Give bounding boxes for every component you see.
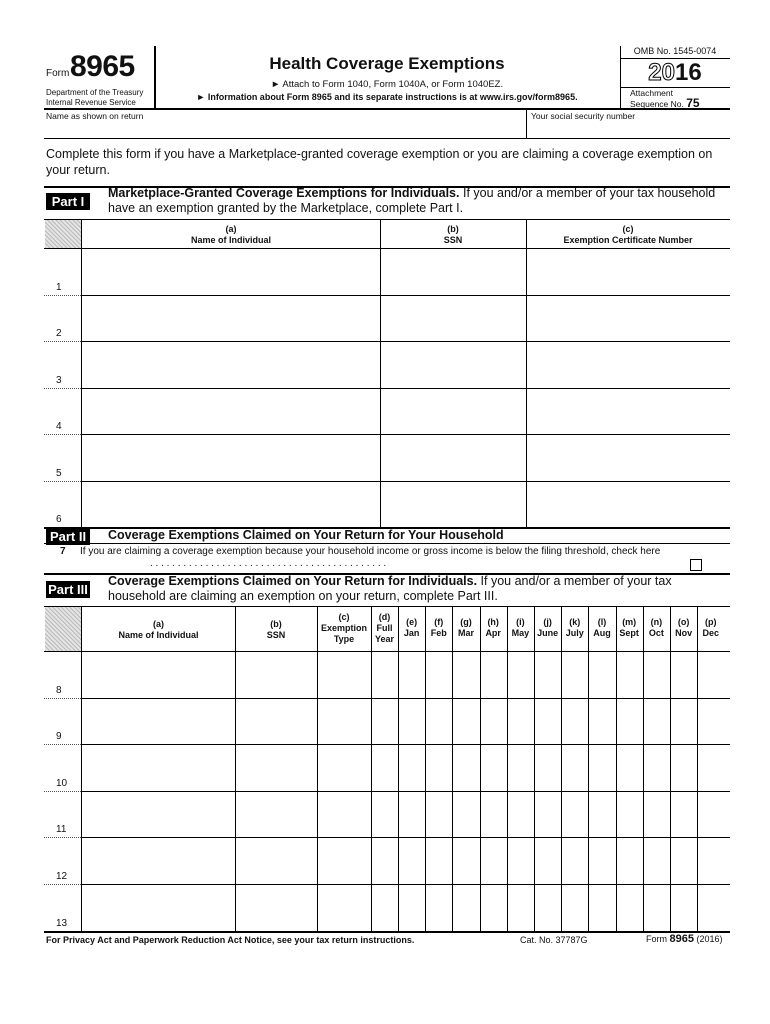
intro-text: Complete this form if you have a Marketplace-granted coverage exemption or you are claiming a coverage exemption on your return. (46, 147, 713, 177)
tax-year-prefix: 20 (648, 59, 675, 86)
part3-month-cell[interactable] (562, 792, 587, 837)
part3-month-cell[interactable] (617, 652, 642, 697)
part1-row-number: 1 (56, 281, 62, 293)
tax-year-suffix: 16 (675, 59, 702, 86)
part3-month-cell[interactable] (426, 745, 451, 790)
part3-month-cell[interactable] (671, 652, 696, 697)
part3-month-cell[interactable] (426, 699, 451, 744)
part2-title: Coverage Exemptions Claimed on Your Return for Your Household (108, 528, 504, 542)
part3-month-cell[interactable] (617, 838, 642, 883)
part1-title-rest: If you and/or a member of your tax household have an exemption granted by the Marketplace, complete Part I. (108, 186, 716, 215)
part3-name-cell[interactable] (82, 792, 235, 837)
part1-col-c-name: Exemption Certificate Number (563, 235, 693, 245)
part3-month-cell[interactable] (644, 885, 669, 930)
part1-ecn-cell[interactable] (527, 435, 730, 480)
month-letter: (p) (705, 617, 717, 627)
part3-type-cell[interactable] (318, 885, 371, 930)
month-header (588, 617, 615, 639)
month-letter: (n) (650, 617, 663, 627)
info-instruction: ► Information about Form 8965 and its separate instructions is at www.irs.gov/form8965. (196, 92, 578, 102)
part3-month-cell[interactable] (508, 699, 533, 744)
month-name: Feb (430, 628, 447, 638)
part3-month-cell[interactable] (453, 838, 478, 883)
part3-type-cell[interactable] (318, 745, 371, 790)
name-label: Name as shown on return (46, 111, 144, 121)
part3-month-cell[interactable] (535, 792, 560, 837)
part3-type-cell[interactable] (318, 652, 371, 697)
part3-col-b-header (235, 619, 317, 641)
month-letter: (j) (543, 617, 552, 627)
part3-month-cell[interactable] (453, 792, 478, 837)
part3-month-cell[interactable] (671, 838, 696, 883)
attachment-label: Attachment (630, 88, 673, 98)
part3-month-cell[interactable] (453, 885, 478, 930)
part3-month-cell[interactable] (589, 885, 614, 930)
part3-month-cell[interactable] (426, 885, 451, 930)
part3-month-cell[interactable] (399, 652, 424, 697)
part3-month-cell[interactable] (453, 652, 478, 697)
part3-col-d-line2: Year (374, 634, 395, 644)
month-name: Oct (648, 628, 664, 638)
part3-month-cell[interactable] (481, 652, 506, 697)
part1-name-cell[interactable] (82, 482, 380, 527)
month-header (616, 617, 643, 639)
part1-title (108, 186, 732, 216)
sequence-number: 75 (686, 96, 700, 110)
part3-month-cell[interactable] (399, 885, 424, 930)
part3-month-cell[interactable] (562, 699, 587, 744)
part3-month-cell[interactable] (535, 652, 560, 697)
part3-type-cell[interactable] (318, 699, 371, 744)
month-name: Apr (485, 628, 501, 638)
part3-ssn-cell[interactable] (236, 792, 317, 837)
ssn-input[interactable] (527, 109, 730, 138)
part1-ssn-cell[interactable] (381, 482, 526, 527)
part3-fullyear-cell[interactable] (372, 792, 398, 837)
part3-month-cell[interactable] (698, 885, 723, 930)
part3-month-cell[interactable] (508, 885, 533, 930)
part3-fullyear-cell[interactable] (372, 745, 398, 790)
part3-month-cell[interactable] (562, 745, 587, 790)
part3-name-cell[interactable] (82, 699, 235, 744)
month-header (507, 617, 534, 639)
attach-instruction: ► Attach to Form 1040, Form 1040A, or Form 1040EZ. (270, 79, 504, 90)
part3-month-cell[interactable] (535, 885, 560, 930)
part3-ssn-cell[interactable] (236, 838, 317, 883)
part1-name-cell[interactable] (82, 342, 380, 387)
part1-name-cell[interactable] (82, 389, 380, 434)
part1-name-cell[interactable] (82, 296, 380, 341)
part3-month-cell[interactable] (644, 792, 669, 837)
part3-row-number: 12 (56, 871, 68, 882)
part3-month-cell[interactable] (535, 838, 560, 883)
part3-month-cell[interactable] (399, 699, 424, 744)
part3-title-bold: Coverage Exemptions Claimed on Your Return for Individuals. (108, 574, 478, 588)
part3-month-cell[interactable] (698, 792, 723, 837)
part3-row-number: 9 (56, 731, 62, 743)
footer-form-id (646, 933, 723, 945)
omb-number: OMB No. 1545-0074 (633, 46, 717, 56)
month-name: Mar (457, 628, 474, 638)
month-letter: (e) (406, 617, 418, 627)
month-header (534, 617, 561, 639)
part1-title-bold: Marketplace-Granted Coverage Exemptions for Individuals. (108, 186, 460, 200)
part3-month-cell[interactable] (671, 745, 696, 790)
month-name: Aug (593, 628, 611, 638)
month-header (425, 617, 452, 639)
part3-col-c-letter: (c) (338, 612, 350, 622)
part3-month-cell[interactable] (508, 745, 533, 790)
part3-month-cell[interactable] (508, 652, 533, 697)
part1-ecn-cell[interactable] (527, 342, 730, 387)
part3-col-d-line1: Full (376, 623, 393, 633)
part1-row-number: 6 (56, 514, 62, 525)
part1-ssn-cell[interactable] (381, 249, 526, 294)
month-header (561, 617, 588, 639)
part3-type-cell[interactable] (318, 838, 371, 883)
part3-month-cell[interactable] (617, 699, 642, 744)
form-label: Form (46, 68, 70, 79)
line7-number: 7 (60, 546, 66, 557)
part1-ecn-cell[interactable] (527, 296, 730, 341)
part3-month-cell[interactable] (399, 838, 424, 883)
part1-col-a-header (82, 224, 380, 246)
part1-ssn-cell[interactable] (381, 342, 526, 387)
part3-col-d-header (371, 612, 398, 645)
part3-month-cell[interactable] (698, 652, 723, 697)
part3-name-cell[interactable] (82, 652, 235, 697)
part1-col-c-header (526, 224, 730, 246)
part3-month-cell[interactable] (698, 745, 723, 790)
line7-text: If you are claiming a coverage exemption because your household income or gross income is below the filing threshold, check here (80, 546, 661, 557)
month-name: July (565, 628, 584, 638)
part3-month-cell[interactable] (671, 699, 696, 744)
part3-col-b-letter: (b) (270, 619, 282, 629)
part3-month-cell[interactable] (617, 885, 642, 930)
part1-col-a-name: Name of Individual (190, 235, 271, 245)
part3-fullyear-cell[interactable] (372, 652, 398, 697)
month-name: Dec (702, 628, 720, 638)
part1-col-a-letter: (a) (225, 224, 237, 234)
part3-ssn-cell[interactable] (236, 745, 317, 790)
part1-label: Part I (46, 193, 90, 210)
part3-month-cell[interactable] (562, 885, 587, 930)
part1-row-number: 5 (56, 467, 62, 479)
part3-title-rest: If you and/or a member of your tax household are claiming an exemption on your return, complete Part III. (108, 574, 672, 603)
part3-month-cell[interactable] (508, 838, 533, 883)
part3-row-number: 11 (56, 824, 67, 836)
part3-month-cell[interactable] (589, 792, 614, 837)
part3-month-cell[interactable] (589, 838, 614, 883)
part3-col-b-name: SSN (266, 630, 286, 640)
part3-ssn-cell[interactable] (236, 885, 317, 930)
month-header (398, 617, 425, 639)
month-name: Nov (675, 628, 693, 638)
part3-col-a-header (82, 619, 235, 641)
part3-col-c-header (317, 612, 371, 645)
part1-ssn-cell[interactable] (381, 435, 526, 480)
part3-row-number: 8 (56, 684, 62, 696)
part3-month-cell[interactable] (589, 652, 614, 697)
part1-ssn-cell[interactable] (381, 389, 526, 434)
part3-fullyear-cell[interactable] (372, 699, 398, 744)
month-letter: (h) (487, 617, 499, 627)
month-letter: (g) (460, 617, 472, 627)
part1-col-b-name: SSN (443, 235, 463, 245)
part3-month-cell[interactable] (617, 792, 642, 837)
part3-label: Part III (46, 581, 90, 598)
part3-col-a-name: Name of Individual (118, 630, 199, 640)
part1-name-cell[interactable] (82, 435, 380, 480)
part3-month-cell[interactable] (481, 885, 506, 930)
part3-month-cell[interactable] (535, 745, 560, 790)
catalog-number: Cat. No. 37787G (520, 935, 588, 945)
part1-ssn-cell[interactable] (381, 296, 526, 341)
part3-month-cell[interactable] (644, 699, 669, 744)
privacy-notice: For Privacy Act and Paperwork Reduction Act Notice, see your tax return instructions. (46, 935, 415, 945)
part1-name-cell[interactable] (82, 249, 380, 294)
part3-name-cell[interactable] (82, 838, 235, 883)
irs-line: Internal Revenue Service (46, 98, 136, 107)
footer-year: (2016) (696, 934, 723, 944)
part1-col-b-letter: (b) (447, 224, 459, 234)
part3-month-cell[interactable] (481, 838, 506, 883)
footer-form-label: Form (646, 934, 667, 944)
month-letter: (l) (597, 617, 607, 627)
part3-month-cell[interactable] (562, 838, 587, 883)
month-header (480, 617, 507, 639)
month-letter: (k) (569, 617, 581, 627)
month-letter: (i) (516, 617, 525, 627)
part3-month-cell[interactable] (508, 792, 533, 837)
part3-month-cell[interactable] (481, 792, 506, 837)
month-name: Sept (619, 628, 639, 638)
part3-month-cell[interactable] (671, 885, 696, 930)
part3-month-cell[interactable] (481, 699, 506, 744)
part3-name-cell[interactable] (82, 885, 235, 930)
month-letter: (f) (434, 617, 444, 627)
part3-type-cell[interactable] (318, 792, 371, 837)
line7-dots: . . . . . . . . . . . . . . . . . . . . . . . . . . . . . . . . . . . . . . . . . . . (150, 558, 387, 569)
form-title: Health Coverage Exemptions (269, 54, 505, 73)
part3-month-cell[interactable] (399, 745, 424, 790)
part3-month-cell[interactable] (698, 699, 723, 744)
part3-row-number: 10 (56, 777, 68, 789)
footer-form-number: 8965 (669, 933, 694, 945)
month-letter: (m) (622, 617, 637, 627)
month-header (452, 617, 479, 639)
part3-month-cell[interactable] (644, 652, 669, 697)
part3-title (108, 574, 708, 604)
part3-month-cell[interactable] (617, 745, 642, 790)
part3-month-cell[interactable] (426, 838, 451, 883)
part3-name-cell[interactable] (82, 745, 235, 790)
part1-row-number: 4 (56, 421, 62, 432)
part3-month-cell[interactable] (698, 838, 723, 883)
month-letter: (o) (677, 617, 690, 627)
part3-fullyear-cell[interactable] (372, 885, 398, 930)
month-name: June (537, 628, 559, 638)
part1-col-c-letter: (c) (622, 224, 634, 234)
month-name: May (511, 628, 530, 638)
part3-fullyear-cell[interactable] (372, 838, 398, 883)
part3-row-number: 13 (56, 917, 68, 929)
part3-month-cell[interactable] (644, 838, 669, 883)
part3-month-cell[interactable] (535, 699, 560, 744)
part3-month-cell[interactable] (562, 652, 587, 697)
part1-ecn-cell[interactable] (527, 482, 730, 527)
part3-col-c-line1: Exemption (320, 623, 367, 633)
part3-month-cell[interactable] (589, 699, 614, 744)
sequence-text: Sequence No. (630, 99, 684, 109)
part3-ssn-cell[interactable] (236, 699, 317, 744)
part3-month-cell[interactable] (453, 699, 478, 744)
part3-month-cell[interactable] (399, 792, 424, 837)
part2-label: Part II (46, 528, 90, 545)
part3-col-c-line2: Type (333, 634, 355, 644)
part3-month-cell[interactable] (671, 792, 696, 837)
part1-ecn-cell[interactable] (527, 249, 730, 294)
department-line: Department of the Treasury (46, 88, 144, 97)
part1-col-b-header (380, 224, 526, 246)
form-number: 8965 (70, 50, 135, 83)
part3-month-cell[interactable] (589, 745, 614, 790)
line7-checkbox[interactable] (690, 559, 702, 571)
month-header (643, 617, 670, 639)
part1-row-number: 2 (56, 328, 62, 339)
part1-ecn-cell[interactable] (527, 389, 730, 434)
part3-month-cell[interactable] (426, 652, 451, 697)
part3-month-cell[interactable] (644, 745, 669, 790)
month-name: Jan (403, 628, 420, 638)
part3-col-d-letter: (d) (378, 612, 391, 622)
part3-month-cell[interactable] (481, 745, 506, 790)
ssn-label: Your social security number (531, 111, 636, 121)
month-header (670, 617, 697, 639)
part3-col-a-letter: (a) (153, 619, 164, 629)
part3-ssn-cell[interactable] (236, 652, 317, 697)
part3-month-cell[interactable] (453, 745, 478, 790)
month-header (697, 617, 724, 639)
part1-row-number: 3 (56, 374, 62, 386)
part3-month-cell[interactable] (426, 792, 451, 837)
name-input[interactable] (44, 109, 526, 138)
tax-year (620, 60, 730, 86)
